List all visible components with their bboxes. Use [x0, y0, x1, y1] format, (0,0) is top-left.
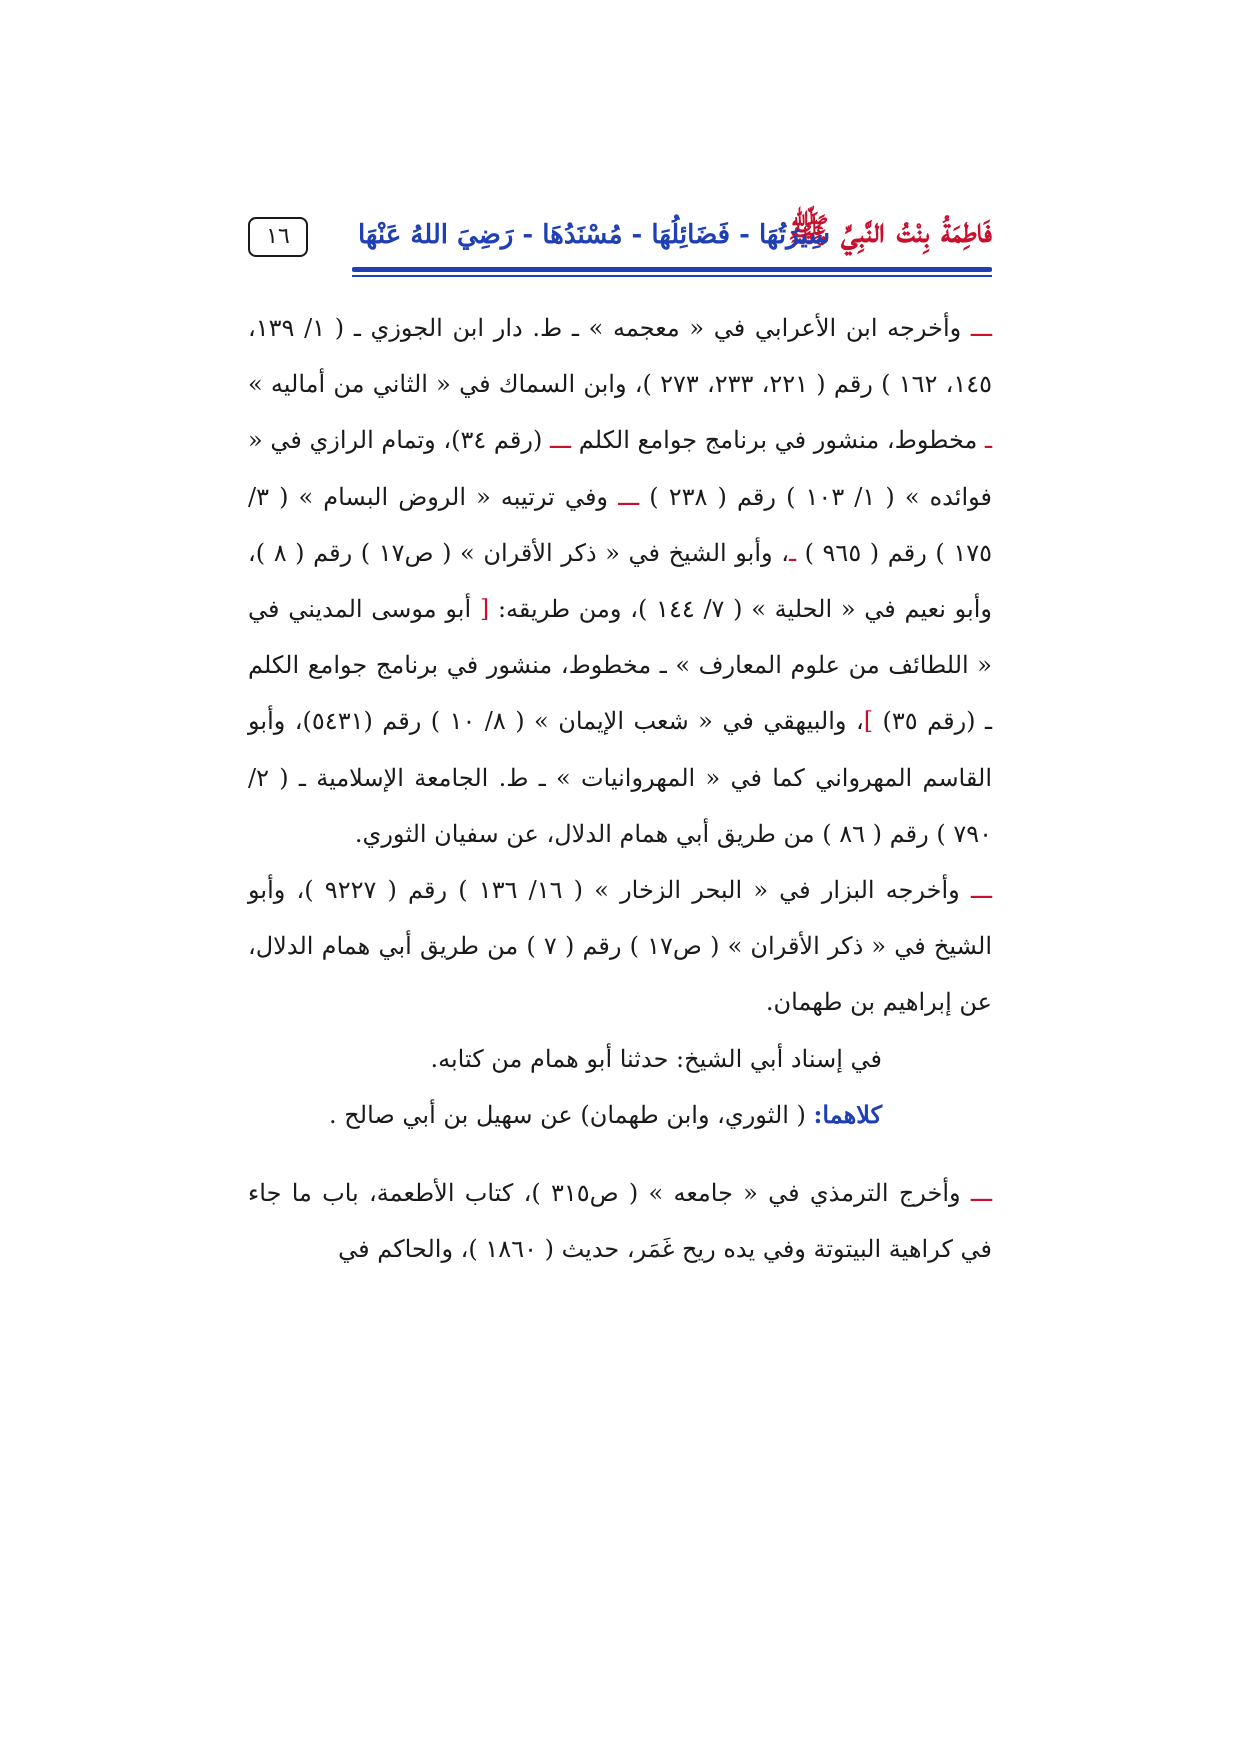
- page-header: [248, 205, 992, 283]
- paragraph: [248, 300, 992, 862]
- text-segment: مخطوط، منشور في برنامج جوامع الكلم: [571, 426, 985, 455]
- separator-mark: ـــ: [618, 482, 640, 511]
- text-segment: وأخرجه البزار في « البحر الزخار » ( ١٦/ ١٣٦ ) رقم ( ٩٢٢٧ )، وأبو الشيخ في « ذكر الأقران » ( ص١٧ ) رقم ( ٧ ) من طريق أبي همام الدلال، عن إبراهيم بن طهمان.: [248, 876, 992, 1017]
- separator-mark: ـــ: [970, 1179, 992, 1208]
- text-segment: وفي ترتيبه « الروض البسام » ( ٣/ ١٧٥ ) رقم ( ٩٦٥ ): [248, 482, 992, 567]
- text-segment: (رقم ٣٤)، وتمام الرازي في « فوائده » ( ١/ ١٠٣ ) رقم ( ٢٣٨ ): [248, 426, 992, 511]
- separator-mark: [: [479, 595, 490, 624]
- separator-mark: ـــ: [970, 876, 993, 905]
- header-subtitle: سِيرَتُهَا - فَضَائِلُهَا - مُسْنَدُهَا - رَضِيَ اللهُ عَنْهَا: [358, 220, 831, 250]
- highlight-label: كلاهما:: [813, 1099, 882, 1129]
- text-segment: في إسناد أبي الشيخ: حدثنا أبو همام من كتابه.: [430, 1044, 882, 1073]
- paragraph: [248, 1087, 992, 1143]
- separator-mark: ]: [863, 707, 874, 736]
- header-title: فَاطِمَةُ بِنْتُ النَّبِيِّ ﷺ: [788, 211, 992, 251]
- paragraph: [248, 1165, 992, 1277]
- header-rule-thin: [352, 275, 992, 277]
- separator-mark: ـ: [984, 426, 992, 455]
- separator-mark: ـــ: [549, 426, 572, 455]
- text-segment: وأخرج الترمذي في « جامعه » ( ص٣١٥ )، كتاب الأطعمة، باب ما جاء في كراهية البيتوتة وفي يده ريح غَمَر، حديث ( ١٨٦٠ )، والحاكم في: [248, 1179, 992, 1264]
- page-number: ١٦: [248, 217, 308, 257]
- text-segment: ( الثوري، وابن طهمان) عن سهيل بن أبي صالح .: [329, 1100, 814, 1129]
- body-text: [248, 300, 992, 1277]
- text-segment: أبو موسى المديني في « اللطائف من علوم المعارف » ـ مخطوط، منشور في برنامج جوامع الكلم ـ (رقم ٣٥): [248, 595, 992, 736]
- text-segment: ، والبيهقي في « شعب الإيمان » ( ٨/ ١٠ ) رقم (٥٤٣١)، وأبو القاسم المهرواني كما في « المهروانيات » ـ ط. الجامعة الإسلامية ـ ( ٢/ ٧٩٠ ) رقم ( ٨٦ ) من طريق أبي همام الدلال، عن سفيان الثوري.: [248, 707, 992, 848]
- separator-mark: ـــ: [970, 314, 992, 342]
- paragraph: [248, 1031, 992, 1087]
- header-rule: [352, 267, 992, 272]
- separator-mark: ـ: [788, 538, 796, 567]
- paragraph-spacer: [248, 1143, 992, 1165]
- text-segment: ، وأبو الشيخ في « ذكر الأقران » ( ص١٧ ) رقم ( ٨ )، وأبو نعيم في « الحلية » ( ٧/ ١٤٤ )، ومن طريقه:: [248, 538, 992, 624]
- paragraph: [248, 862, 992, 1031]
- text-segment: وأخرجه ابن الأعرابي في « معجمه » ـ ط. دار ابن الجوزي ـ ( ١/ ١٣٩، ١٤٥، ١٦٢ ) رقم ( ٢٢١، ٢٣٣، ٢٧٣ )، وابن السماك في « الثاني من أماليه »: [248, 314, 993, 399]
